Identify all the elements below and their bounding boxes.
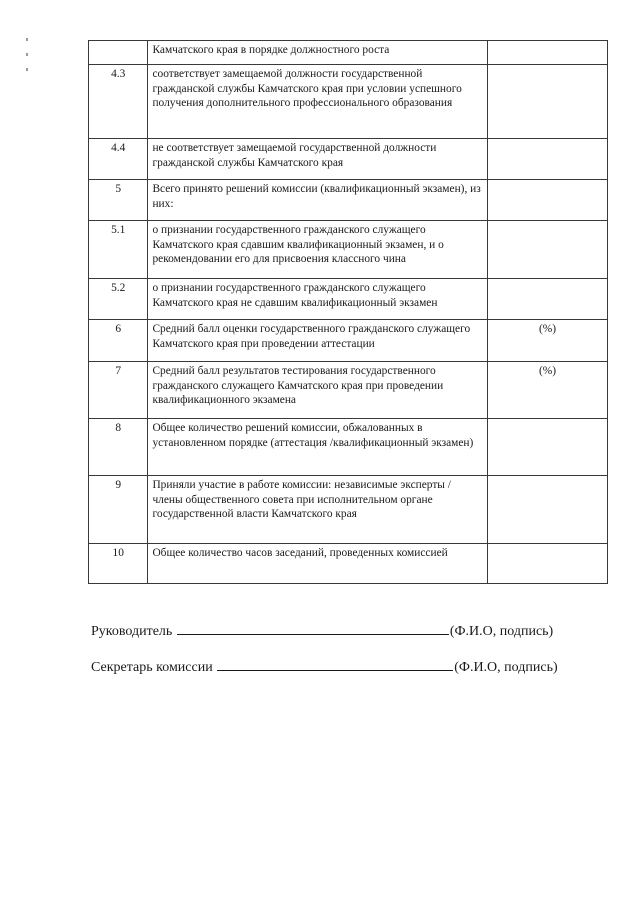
head-signature-line (91, 620, 553, 640)
head-signature-blank (177, 620, 449, 635)
row-value (488, 279, 608, 320)
report-table (88, 40, 608, 584)
row-value: (%) (488, 362, 608, 419)
secretary-signature-line (91, 656, 558, 676)
table-row (89, 279, 608, 320)
table-row (89, 419, 608, 476)
table-row (89, 320, 608, 362)
row-description: соответствует замещаемой должности государственной гражданской службы Камчатского края при условии успешного получения дополнительного профессионального образования (148, 65, 488, 139)
row-value (488, 41, 608, 65)
row-description: Приняли участие в работе комиссии: независимые эксперты / члены общественного совета при исполнительном органе государственной власти Камчатского края (148, 476, 488, 544)
head-label: Руководитель (91, 624, 173, 639)
row-number: 8 (89, 419, 148, 476)
row-description: Общее количество часов заседаний, проведенных комиссией (148, 544, 488, 584)
row-number: 5.2 (89, 279, 148, 320)
row-value (488, 180, 608, 221)
table-row (89, 139, 608, 180)
row-number: 10 (89, 544, 148, 584)
row-description: о признании государственного гражданского служащего Камчатского края не сдавшим квалификационный экзамен (148, 279, 488, 320)
table-row (89, 476, 608, 544)
table-row (89, 362, 608, 419)
table-row (89, 41, 608, 65)
head-signature-note: (Ф.И.О, подпись) (449, 624, 554, 639)
margin-marks (22, 38, 32, 98)
row-number: 4.4 (89, 139, 148, 180)
row-number: 5 (89, 180, 148, 221)
table-row (89, 180, 608, 221)
secretary-signature-blank (217, 656, 453, 671)
row-number: 4.3 (89, 65, 148, 139)
row-value (488, 139, 608, 180)
row-description: Общее количество решений комиссии, обжалованных в установленном порядке (аттестация /квалификационный экзамен) (148, 419, 488, 476)
secretary-signature-note: (Ф.И.О, подпись) (454, 660, 558, 675)
row-value (488, 221, 608, 279)
row-number: 9 (89, 476, 148, 544)
row-description: не соответствует замещаемой государственной должности гражданской службы Камчатского края (148, 139, 488, 180)
row-number: 7 (89, 362, 148, 419)
row-description: Всего принято решений комиссии (квалификационный экзамен), из них: (148, 180, 488, 221)
row-value (488, 544, 608, 584)
row-description: Средний балл результатов тестирования государственного гражданского служащего Камчатского края при проведении квалификационного экзамена (148, 362, 488, 419)
table-row (89, 65, 608, 139)
row-value (488, 65, 608, 139)
secretary-label: Секретарь комиссии (91, 660, 213, 675)
row-value (488, 476, 608, 544)
row-description: Средний балл оценки государственного гражданского служащего Камчатского края при проведении аттестации (148, 320, 488, 362)
row-number (89, 41, 148, 65)
row-value: (%) (488, 320, 608, 362)
row-description: Камчатского края в порядке должностного роста (148, 41, 488, 65)
row-number: 6 (89, 320, 148, 362)
row-number: 5.1 (89, 221, 148, 279)
table-row (89, 544, 608, 584)
row-value (488, 419, 608, 476)
row-description: о признании государственного гражданского служащего Камчатского края сдавшим квалификационный экзамен, и о рекомендовании его для присвоения классного чина (148, 221, 488, 279)
table-row (89, 221, 608, 279)
